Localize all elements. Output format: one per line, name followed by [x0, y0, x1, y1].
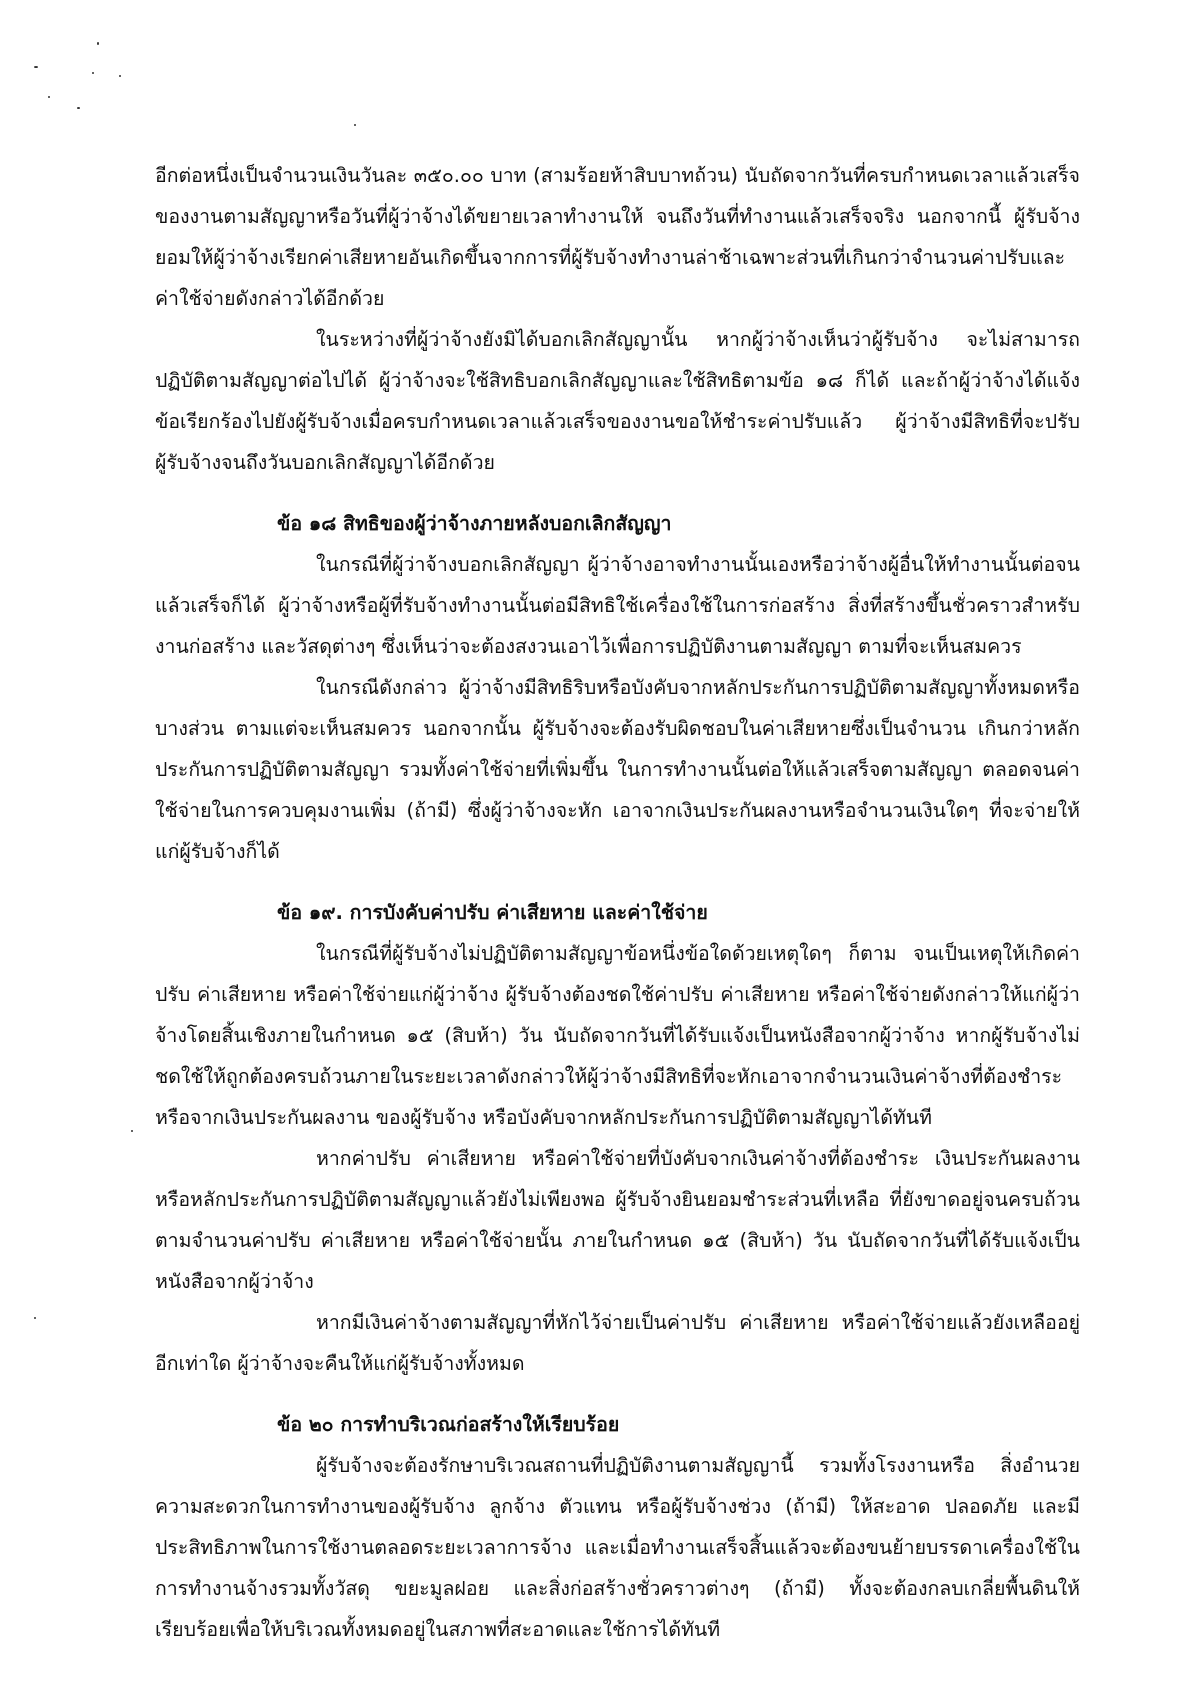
paragraph-clause-19-b: หากค่าปรับ ค่าเสียหาย หรือค่าใช้จ่ายที่บังคับจากเงินค่าจ้างที่ต้องชำระ เงินประกันผลงานหรือหลักประกันการปฏิบัติตามสัญญาแล้วยังไม่เพียงพอ ผู้รับจ้างยินยอมชำระส่วนที่เหลือ ที่ยังขาดอยู่จนครบถ้วนตามจำนวนค่าปรับ ค่าเสียหาย หรือค่าใช้จ่ายนั้น ภายในกำหนด ๑๕ (สิบห้า) วัน นับถัดจากวันที่ได้รับแจ้งเป็นหนังสือจากผู้ว่าจ้าง — [155, 1147, 1080, 1293]
heading-clause-20: ข้อ ๒๐ การทำบริเวณก่อสร้างให้เรียบร้อย — [277, 1413, 620, 1436]
scan-speck — [354, 124, 356, 126]
scan-speck — [48, 96, 50, 98]
paragraph-penalty-continuation: อีกต่อหนึ่งเป็นจำนวนเงินวันละ ๓๕๐.๐๐ บาท (สามร้อยห้าสิบบาทถ้วน) นับถัดจากวันที่ครบกำหนดเวลาแล้วเสร็จของงานตามสัญญาหรือวันที่ผู้ว่าจ้างได้ขยายเวลาทำงานให้ จนถึงวันที่ทำงานแล้วเสร็จจริง นอกจากนี้ ผู้รับจ้างยอมให้ผู้ว่าจ้างเรียกค่าเสียหายอันเกิดขึ้นจากการที่ผู้รับจ้างทำงานล่าช้าเฉพาะส่วนที่เกินกว่าจำนวนค่าปรับและค่าใช้จ่ายดังกล่าวได้อีกด้วย — [155, 164, 1080, 310]
scan-speck — [131, 1130, 133, 1132]
paragraph-clause-18-a: ในกรณีที่ผู้ว่าจ้างบอกเลิกสัญญา ผู้ว่าจ้างอาจทำงานนั้นเองหรือว่าจ้างผู้อื่นให้ทำงานนั้นต่อจนแล้วเสร็จก็ได้ ผู้ว่าจ้างหรือผู้ที่รับจ้างทำงานนั้นต่อมีสิทธิใช้เครื่องใช้ในการก่อสร้าง สิ่งที่สร้างขึ้นชั่วคราวสำหรับงานก่อสร้าง และวัสดุต่างๆ ซึ่งเห็นว่าจะต้องสงวนเอาไว้เพื่อการปฏิบัติงานตามสัญญา ตามที่จะเห็นสมควร — [155, 553, 1080, 658]
scan-speck — [92, 72, 94, 74]
paragraph-clause-20: ผู้รับจ้างจะต้องรักษาบริเวณสถานที่ปฏิบัติงานตามสัญญานี้ รวมทั้งโรงงานหรือ สิ่งอำนวยความสะดวกในการทำงานของผู้รับจ้าง ลูกจ้าง ตัวแทน หรือผู้รับจ้างช่วง (ถ้ามี) ให้สะอาด ปลอดภัย และมีประสิทธิภาพในการใช้งานตลอดระยะเวลาการจ้าง และเมื่อทำงานเสร็จสิ้นแล้วจะต้องขนย้ายบรรดาเครื่องใช้ในการทำงานจ้างรวมทั้งวัสดุ ขยะมูลฝอย และสิ่งก่อสร้างชั่วคราวต่างๆ (ถ้ามี) ทั้งจะต้องกลบเกลี่ยพื้นดินให้เรียบร้อยเพื่อให้บริเวณทั้งหมดอยู่ในสภาพที่สะอาดและใช้การได้ทันที — [155, 1454, 1080, 1641]
heading-clause-19: ข้อ ๑๙. การบังคับค่าปรับ ค่าเสียหาย และค่าใช้จ่าย — [277, 901, 708, 924]
paragraph-clause-18-b: ในกรณีดังกล่าว ผู้ว่าจ้างมีสิทธิริบหรือบังคับจากหลักประกันการปฏิบัติตามสัญญาทั้งหมดหรือบางส่วน ตามแต่จะเห็นสมควร นอกจากนั้น ผู้รับจ้างจะต้องรับผิดชอบในค่าเสียหายซึ่งเป็นจำนวน เกินกว่าหลักประกันการปฏิบัติตามสัญญา รวมทั้งค่าใช้จ่ายที่เพิ่มขึ้น ในการทำงานนั้นต่อให้แล้วเสร็จตามสัญญา ตลอดจนค่าใช้จ่ายในการควบคุมงานเพิ่ม (ถ้ามี) ซึ่งผู้ว่าจ้างจะหัก เอาจากเงินประกันผลงานหรือจำนวนเงินใดๆ ที่จะจ่ายให้แก่ผู้รับจ้างก็ได้ — [155, 676, 1080, 863]
scan-speck — [34, 66, 38, 68]
scan-speck — [34, 1317, 36, 1319]
scan-speck — [97, 42, 99, 45]
document-body — [155, 155, 1080, 1650]
paragraph-clause-19-c: หากมีเงินค่าจ้างตามสัญญาที่หักไว้จ่ายเป็นค่าปรับ ค่าเสียหาย หรือค่าใช้จ่ายแล้วยังเหลืออยู่อีกเท่าใด ผู้ว่าจ้างจะคืนให้แก่ผู้รับจ้างทั้งหมด — [155, 1311, 1080, 1375]
paragraph-clause-19-a: ในกรณีที่ผู้รับจ้างไม่ปฏิบัติตามสัญญาข้อหนึ่งข้อใดด้วยเหตุใดๆ ก็ตาม จนเป็นเหตุให้เกิดค่าปรับ ค่าเสียหาย หรือค่าใช้จ่ายแก่ผู้ว่าจ้าง ผู้รับจ้างต้องชดใช้ค่าปรับ ค่าเสียหาย หรือค่าใช้จ่ายดังกล่าวให้แก่ผู้ว่าจ้างโดยสิ้นเชิงภายในกำหนด ๑๕ (สิบห้า) วัน นับถัดจากวันที่ได้รับแจ้งเป็นหนังสือจากผู้ว่าจ้าง หากผู้รับจ้างไม่ชดใช้ให้ถูกต้องครบถ้วนภายในระยะเวลาดังกล่าวให้ผู้ว่าจ้างมีสิทธิที่จะหักเอาจากจำนวนเงินค่าจ้างที่ต้องชำระหรือจากเงินประกันผลงาน ของผู้รับจ้าง หรือบังคับจากหลักประกันการปฏิบัติตามสัญญาได้ทันที — [155, 942, 1080, 1129]
scan-speck — [119, 75, 121, 77]
scan-speck — [77, 107, 80, 109]
paragraph-termination-rights: ในระหว่างที่ผู้ว่าจ้างยังมิได้บอกเลิกสัญญานั้น หากผู้ว่าจ้างเห็นว่าผู้รับจ้าง จะไม่สามารถปฏิบัติตามสัญญาต่อไปได้ ผู้ว่าจ้างจะใช้สิทธิบอกเลิกสัญญาและใช้สิทธิตามข้อ ๑๘ ก็ได้ และถ้าผู้ว่าจ้างได้แจ้งข้อเรียกร้องไปยังผู้รับจ้างเมื่อครบกำหนดเวลาแล้วเสร็จของงานขอให้ชำระค่าปรับแล้ว ผู้ว่าจ้างมีสิทธิที่จะปรับผู้รับจ้างจนถึงวันบอกเลิกสัญญาได้อีกด้วย — [155, 328, 1080, 474]
heading-clause-18: ข้อ ๑๘ สิทธิของผู้ว่าจ้างภายหลังบอกเลิกสัญญา — [277, 512, 672, 535]
